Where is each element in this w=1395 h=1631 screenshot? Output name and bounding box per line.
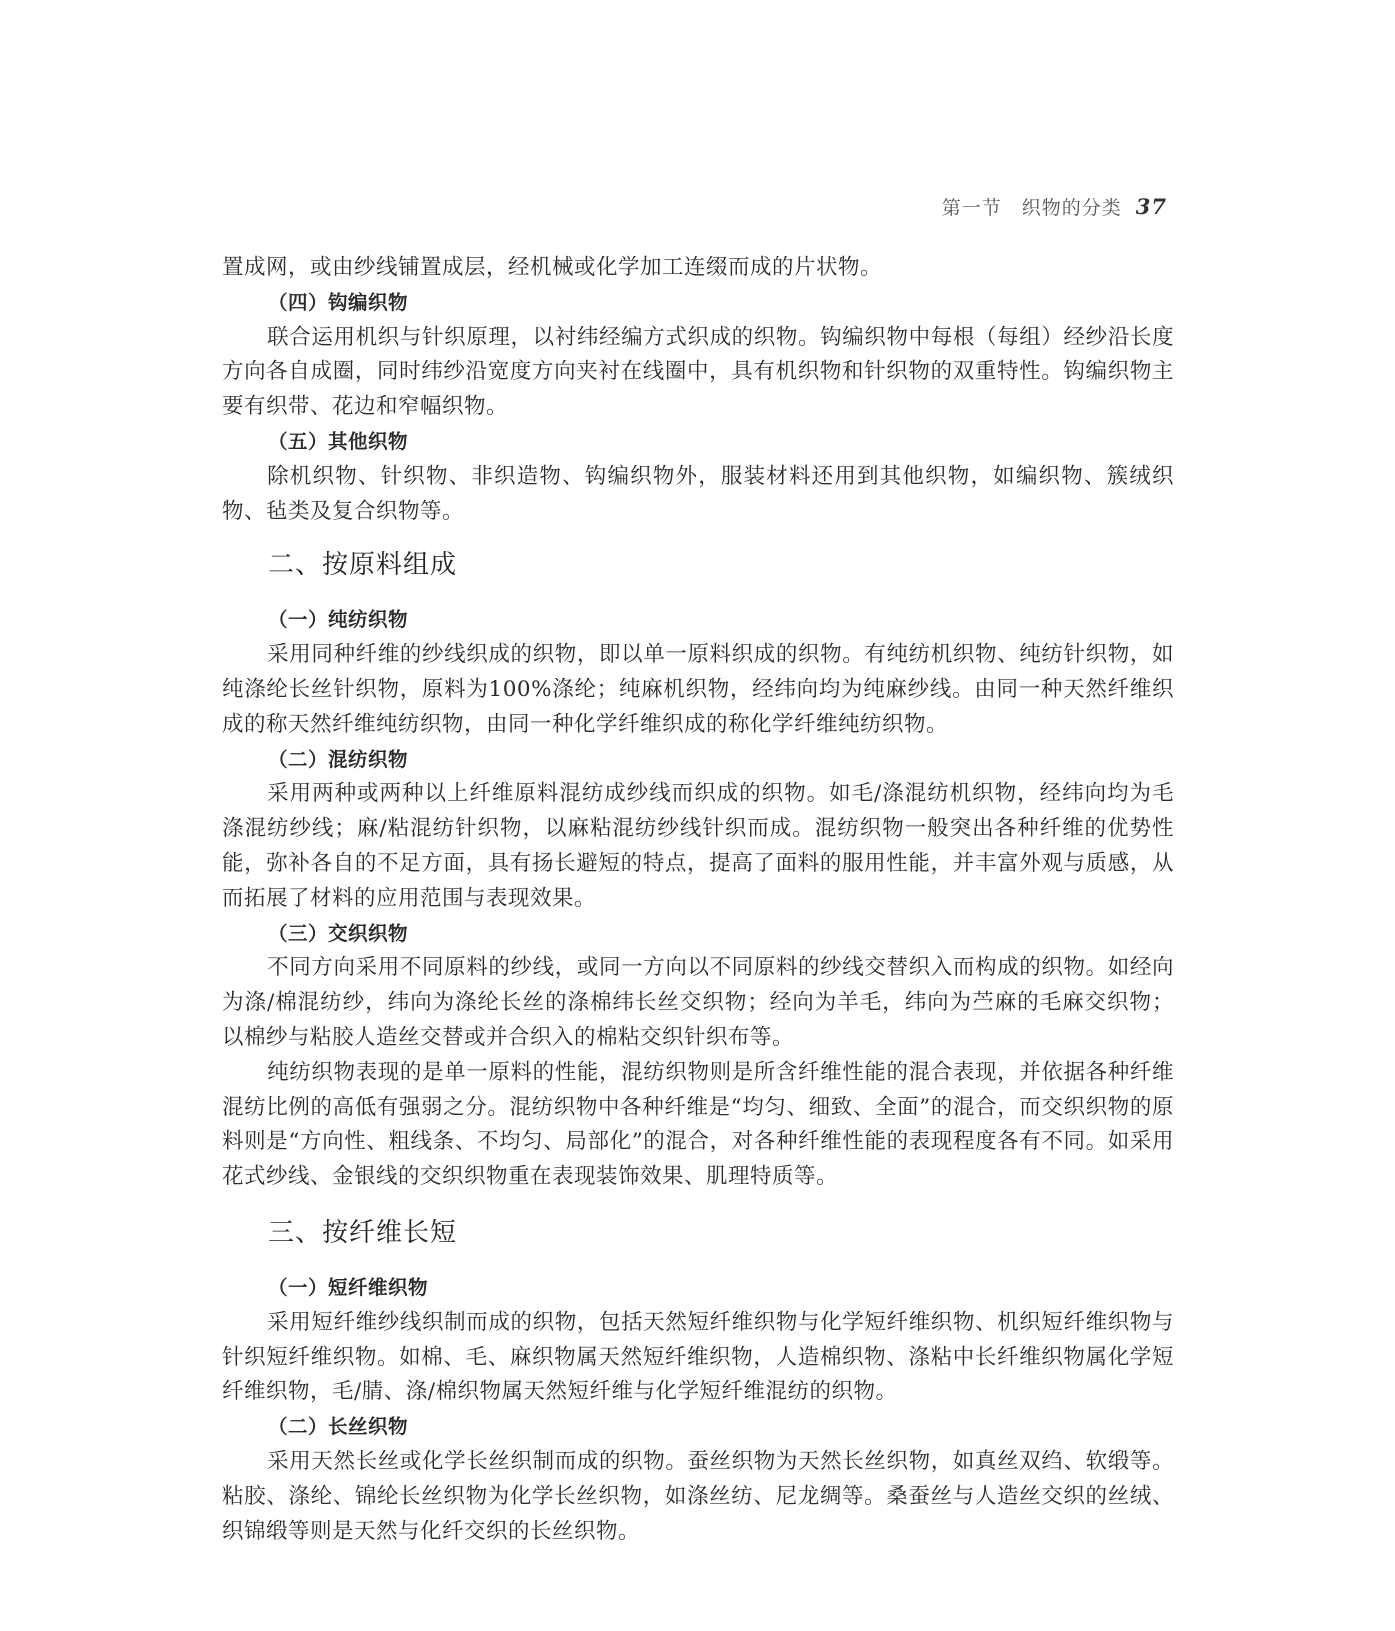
paragraph-pure-fabrics: 采用同种纤维的纱线织成的织物，即以单一原料织成的织物。有纯纺机织物、纯纺针织物，如纯涤纶长丝针织物，原料为100%涤纶；纯麻机织物，经纬向均为纯麻纱线。由同一种天然纤维织成的称天然纤维纯纺织物，由同一种化学纤维织成的称化学纤维纯纺织物。 xyxy=(222,642,1174,737)
paragraph-staple-fabrics: 采用短纤维纱线织制而成的织物，包括天然短纤维织物与化学短纤维织物、机织短纤维织物与针织短纤维织物。如棉、毛、麻织物属天然短纤维织物，人造棉织物、涤粘中长纤维织物属化学短纤维织物，毛/腈、涤/棉织物属天然短纤维与化学短纤维混纺的织物。 xyxy=(222,1309,1174,1405)
subheading-pure-fabrics: （一）纯纺织物 xyxy=(268,608,409,632)
page-number: 37 xyxy=(1135,194,1167,219)
running-header xyxy=(942,193,1167,220)
paragraph-crochet-fabrics: 联合运用机织与针织原理，以衬纬经编方式织成的织物。钩编织物中每根（每组）经纱沿长度方向各自成圈，同时纬纱沿宽度方向夹衬在线圈中，具有机织物和针织物的双重特性。钩编织物主要有织带、花边和窄幅织物。 xyxy=(222,324,1174,420)
section-title-fiber-length: 三、按纤维长短 xyxy=(268,1217,458,1248)
page-body xyxy=(222,251,1174,1549)
subheading-other-fabrics: （五）其他织物 xyxy=(268,429,409,453)
paragraph-other-fabrics: 除机织物、针织物、非织造物、钩编织物外，服装材料还用到其他织物，如编织物、簇绒织物、毡类及复合织物等。 xyxy=(222,463,1174,524)
subheading-crochet-fabrics: （四）钩编织物 xyxy=(268,290,409,314)
paragraph-filament-fabrics: 采用天然长丝或化学长丝织制而成的织物。蚕丝织物为天然长丝织物，如真丝双绉、软缎等。粘胶、涤纶、锦纶长丝织物为化学长丝织物，如涤丝纺、尼龙绸等。桑蚕丝与人造丝交织的丝绒、织锦缎等则是天然与化纤交织的长丝织物。 xyxy=(222,1448,1174,1544)
subheading-blended-fabrics: （二）混纺织物 xyxy=(268,747,409,771)
section-title-raw-material: 二、按原料组成 xyxy=(268,550,458,581)
paragraph-comparison: 纯纺织物表现的是单一原料的性能，混纺织物则是所含纤维性能的混合表现，并依据各种纤维混纺比例的高低有强弱之分。混纺织物中各种纤维是“均匀、细致、全面”的混合，而交织织物的原料则是“方向性、粗线条、不均匀、局部化”的混合，对各种纤维性能的表现程度各有不同。如采用花式纱线、金银线的交织织物重在表现装饰效果、肌理特质等。 xyxy=(222,1059,1174,1190)
paragraph-blended-fabrics: 采用两种或两种以上纤维原料混纺成纱线而织成的织物。如毛/涤混纺机织物，经纬向均为毛涤混纺纱线；麻/粘混纺针织物，以麻粘混纺纱线针织而成。混纺织物一般突出各种纤维的优势性能，弥补各自的不足方面，具有扬长避短的特点，提高了面料的服用性能，并丰富外观与质感，从而拓展了材料的应用范围与表现效果。 xyxy=(222,781,1174,911)
paragraph-mixed-fabrics: 不同方向采用不同原料的纱线，或同一方向以不同原料的纱线交替织入而构成的织物。如经向为涤/棉混纺纱，纬向为涤纶长丝的涤棉纬长丝交织物；经向为羊毛，纬向为苎麻的毛麻交织物；以棉纱与粘胶人造丝交替或并合织入的棉粘交织针织布等。 xyxy=(222,955,1174,1050)
paragraph-continued: 置成网，或由纱线铺置成层，经机械或化学加工连缀而成的片状物。 xyxy=(222,255,883,280)
subheading-staple-fabrics: （一）短纤维织物 xyxy=(268,1275,429,1299)
section-header: 第一节 织物的分类 xyxy=(941,197,1122,219)
subheading-filament-fabrics: （二）长丝织物 xyxy=(268,1415,409,1439)
subheading-mixed-fabrics: （三）交织织物 xyxy=(268,921,409,945)
